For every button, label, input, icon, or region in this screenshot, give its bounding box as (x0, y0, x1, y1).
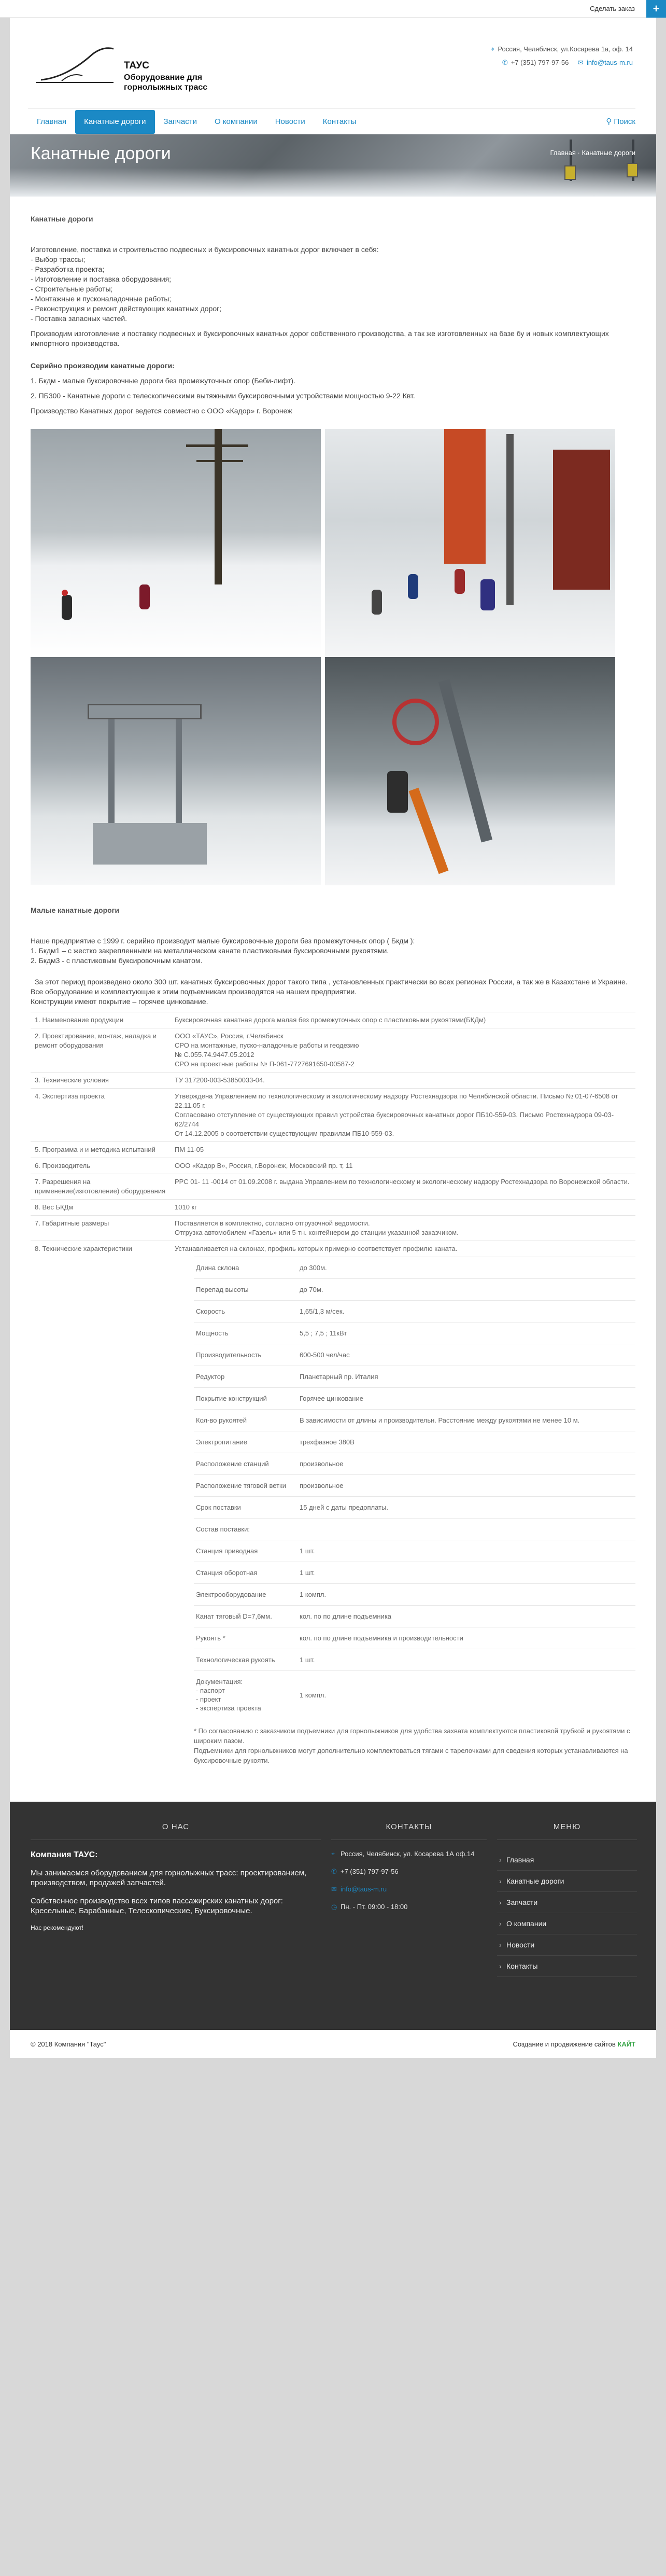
tech-key: Перепад высоты (194, 1279, 297, 1301)
tech-key: Станция оборотная (194, 1562, 297, 1584)
tech-row (194, 1301, 635, 1322)
spec-key: 8. Вес БКДм (31, 1200, 171, 1216)
logo-subtitle: Оборудование для горнолыжных трасс (124, 73, 208, 92)
spec-key: 1. Наименование продукции (31, 1012, 171, 1028)
main-nav (28, 108, 635, 134)
footer-contacts-heading: КОНТАКТЫ (331, 1822, 487, 1840)
tech-value: 15 дней с даты предоплаты. (297, 1497, 635, 1519)
footer-about-text: Собственное производство всех типов пассажирских канатных дорог: Кресельные, Барабанные, Телескопические, Буксировочные. (31, 1897, 283, 1915)
tech-value (297, 1519, 635, 1540)
footer-about (31, 1822, 321, 1931)
header-contacts (491, 43, 633, 69)
spec-value: 1010 кг (171, 1200, 635, 1216)
photo-drive-station[interactable] (31, 657, 321, 885)
spec-row (31, 1142, 635, 1158)
map-marker-icon: ⌖ (331, 1850, 335, 1858)
logo[interactable] (31, 44, 238, 95)
tech-value: 600-500 чел/час (297, 1344, 635, 1366)
header-phone[interactable]: +7 (351) 797-97-56 (511, 59, 569, 66)
spec-key: 4. Экспертиза проекта (31, 1089, 171, 1142)
plus-icon[interactable]: + (646, 0, 666, 18)
spec-row (31, 1158, 635, 1174)
nav-item-contacts[interactable]: Контакты (322, 117, 357, 126)
tech-row (194, 1431, 635, 1453)
spec-value: ООО «Кадор В», Россия, г.Воронеж, Московский пр. т, 11 (171, 1158, 635, 1174)
spec-key: 8. Технические характеристики (31, 1241, 171, 1257)
footer-address: Россия, Челябинск, ул. Косарева 1А оф.14 (341, 1850, 475, 1858)
serial-item: 1. Бкдм - малые буксировочные дороги без промежуточных опор (Беби-лифт). (31, 377, 295, 385)
footer-menu (497, 1822, 637, 1977)
map-marker-icon: ⌖ (491, 45, 495, 53)
footer-about-text: Мы занимаемся оборудованием для горнолыжных трасс: проектированием, производством, продажей запчастей. (31, 1869, 307, 1887)
clock-icon: ◷ (331, 1903, 337, 1911)
serial-note: Производство Канатных дорог ведется совместно с ООО «Кадор» г. Воронеж (31, 407, 292, 415)
search-button[interactable]: ⚲ Поиск (606, 117, 635, 126)
tech-value: трехфазное 380В (297, 1431, 635, 1453)
tech-key: Электропитание (194, 1431, 297, 1453)
tech-value: до 70м. (297, 1279, 635, 1301)
tech-value: Горячее цинкование (297, 1388, 635, 1410)
section-heading: Малые канатные дороги (31, 906, 120, 914)
section-heading: Канатные дороги (31, 215, 93, 223)
spec-value: ТУ 317200-003-53850033-04. (171, 1073, 635, 1089)
tech-row (194, 1366, 635, 1388)
tech-key: Скорость (194, 1301, 297, 1322)
footer-menu-about[interactable]: › О компании (497, 1913, 637, 1934)
tech-row (194, 1453, 635, 1475)
tech-row (194, 1257, 635, 1279)
small-paragraph: Наше предприятие с 1999 г. серийно производит малые буксировочные дороги без промежуточных опор ( Бкдм ): 1. Бкдм1 – с жестко закрепленными на металлическом канате пластиковыми буксировочными рукоятями. 2. Бкдм3 - с пластиковым буксировочным канатом. (31, 937, 415, 965)
intro-paragraph: Изготовление, поставка и строительство подвесных и буксировочных канатных дорог включает в себя: - Выбор трассы; - Разработка проекта; - Изготовление и поставка оборудования; - Строительные работы; - Монтажные и пусконаладочные работы; - Реконструкция и ремонт действующих канатных дорог; - Поставка запасных частей. (31, 245, 379, 323)
tech-row (194, 1475, 635, 1497)
spec-row (31, 1174, 635, 1200)
spec-value: ООО «ТАУС», Россия, г.Челябинск СРО на монтажные, пуско-наладочные работы и геодезию № С.055.74.9447.05.2012 СРО на проектные работы № П-061-7727691650-00587-2 (171, 1028, 635, 1073)
phone-icon: ✆ (502, 59, 508, 66)
photo-lift-queue[interactable] (325, 429, 615, 657)
tech-row (194, 1519, 635, 1540)
logo-skier-icon (31, 44, 119, 90)
logo-word: ТАУС (124, 60, 149, 71)
nav-item-parts[interactable]: Запчасти (163, 117, 197, 126)
spec-value: Поставляется в комплектно, согласно отгрузочной ведомости. Отгрузка автомобилем «Газель» или 5-тн. контейнером до станции указанной заказчиком. (171, 1216, 635, 1241)
spec-row (31, 1012, 635, 1028)
tech-key: Электрооборудование (194, 1584, 297, 1606)
tech-row (194, 1606, 635, 1627)
photo-gallery (31, 429, 635, 885)
spec-key: 7. Разрешения на применение(изготовление) оборудования (31, 1174, 171, 1200)
tech-key: Технологическая рукоять (194, 1649, 297, 1671)
nav-item-news[interactable]: Новости (275, 117, 305, 126)
spec-row (31, 1241, 635, 1257)
spec-key: 5. Программа и и методика испытаний (31, 1142, 171, 1158)
serial-item: 2. ПБ300 - Канатные дороги с телескопическими вытяжными буксировочными устройствами мощностью 9-22 Квт. (31, 392, 415, 400)
footer-phone[interactable]: +7 (351) 797-97-56 (341, 1868, 399, 1875)
tech-row (194, 1497, 635, 1519)
tech-key: Расположение тяговой ветки (194, 1475, 297, 1497)
lift-chair (627, 163, 638, 177)
tech-row (194, 1649, 635, 1671)
copyright: © 2018 Компания "Таус" (31, 2040, 106, 2048)
production-paragraph: Производим изготовление и поставку подвесных и буксировочных канатных дорог собственного производства, а так же изготовленных на базе бу и новых комплектующих импортного производства. (31, 329, 609, 347)
header (10, 18, 656, 126)
footer-menu-parts[interactable]: › Запчасти (497, 1892, 637, 1913)
tech-value: 1 шт. (297, 1649, 635, 1671)
tech-row (194, 1671, 635, 1719)
footnote: * По согласованию с заказчиком подъемники для горнолыжников для удобства захвата комплектуются пластиковой трубкой и рукоятями с широким пазом. Подъемники для горнолыжников могут дополнительно комплектоваться тягами с тарелочками для сведения которых устанавливаются на буксировочные рукояти. (194, 1727, 630, 1764)
mail-icon: ✉ (578, 59, 584, 66)
spec-key: 2. Проектирование, монтаж, наладка и ремонт оборудования (31, 1028, 171, 1073)
page-banner (10, 134, 656, 197)
spec-row (31, 1216, 635, 1241)
serial-heading: Серийно производим канатные дороги: (31, 361, 175, 370)
tech-key: Станция приводная (194, 1540, 297, 1562)
phone-icon: ✆ (331, 1868, 337, 1875)
photo-tow-lift[interactable] (325, 657, 615, 885)
tech-key: Состав поставки: (194, 1519, 297, 1540)
spec-row (31, 1028, 635, 1073)
bottom-bar (10, 2030, 656, 2058)
footer-menu-heading: МЕНЮ (497, 1822, 637, 1840)
tech-row (194, 1584, 635, 1606)
header-email[interactable]: info@taus-m.ru (586, 59, 633, 66)
footer-email[interactable]: info@taus-m.ru (341, 1885, 387, 1893)
footer-about-heading: О НАС (31, 1822, 321, 1840)
small-paragraph: За этот период произведено около 300 шт. канатных буксировочных дорог такого типа , установленных практически во всех регионах России, а так же в Казахстане и Украине. Все оборудование и комплектующие к этим подъемникам производятся на нашем предприятии. Конструкции имеют покрытие – горячее цинкование. (31, 978, 628, 1006)
spec-value: Устанавливается на склонах, профиль которых примерно соответствует профилю каната. (171, 1241, 635, 1257)
nav-item-about[interactable]: О компании (214, 117, 258, 126)
tech-row (194, 1627, 635, 1649)
mail-icon: ✉ (331, 1885, 337, 1893)
site-credit[interactable]: Создание и продвижение сайтов КАЙТ (513, 2040, 635, 2048)
tech-row (194, 1410, 635, 1431)
tech-key: Производительность (194, 1344, 297, 1366)
search-icon: ⚲ (606, 117, 614, 126)
footer-hours: Пн. - Пт. 09:00 - 18:00 (341, 1903, 408, 1911)
footer-menu-home[interactable]: › Главная (497, 1849, 637, 1871)
nav-item-home[interactable]: Главная (37, 117, 67, 126)
tech-key: Документация: - паспорт - проект - экспертиза проекта (194, 1671, 297, 1719)
tech-value: 1 шт. (297, 1540, 635, 1562)
footer-contacts (331, 1822, 487, 1920)
spec-key: 7. Габаритные размеры (31, 1216, 171, 1241)
tech-key: Кол-во рукоятей (194, 1410, 297, 1431)
tech-row (194, 1388, 635, 1410)
page (10, 18, 656, 2058)
tech-value: кол. по по длине подъемника и производительности (297, 1627, 635, 1649)
breadcrumb[interactable]: Главная · Канатные дороги (550, 149, 635, 157)
tech-row (194, 1322, 635, 1344)
tech-value: 5,5 ; 7,5 ; 11кВт (297, 1322, 635, 1344)
spec-key: 3. Технические условия (31, 1073, 171, 1089)
tech-value: 1 шт. (297, 1562, 635, 1584)
footer (10, 1802, 656, 2030)
tech-value: до 300м. (297, 1257, 635, 1279)
footer-company: Компания ТАУС: (31, 1850, 98, 1859)
footer-recommend: Нас рекомендуют! (31, 1924, 84, 1931)
footer-menu-ropeways[interactable]: › Канатные дороги (497, 1871, 637, 1892)
spec-row (31, 1200, 635, 1216)
tech-key: Канат тяговый D=7,6мм. (194, 1606, 297, 1627)
tech-key: Редуктор (194, 1366, 297, 1388)
tech-value: 1 компл. (297, 1584, 635, 1606)
footer-menu-contacts[interactable]: › Контакты (497, 1956, 637, 1977)
tech-value: произвольное (297, 1453, 635, 1475)
lift-chair (564, 165, 576, 180)
tech-value: В зависимости от длины и производительн. Расстояние между рукоятями не менее 10 м. (297, 1410, 635, 1431)
tech-key: Срок поставки (194, 1497, 297, 1519)
top-bar (0, 0, 666, 18)
spec-value: ПМ 11-05 (171, 1142, 635, 1158)
tech-value: 1 компл. (297, 1671, 635, 1719)
spec-table (31, 1012, 635, 1257)
tech-row (194, 1562, 635, 1584)
spec-value: Утверждена Управлением по технологическому и экологическому надзору Ростехнадзора по Челябинской области. Письмо № 01-07-6508 от 22.11.05 г. Согласовано отступление от существующих правил устройства буксировочных канатных дорог ПБ10-559-03. Письмо Ростехнадзора 09-03-62/2744 От 14.12.2005 о соответствии существующим правилам ПБ10-559-03. (171, 1089, 635, 1142)
order-link[interactable]: Сделать заказ (590, 5, 635, 12)
tech-key: Длина склона (194, 1257, 297, 1279)
spec-row (31, 1073, 635, 1089)
main-content (10, 197, 656, 1781)
tech-key: Расположение станций (194, 1453, 297, 1475)
tech-row (194, 1344, 635, 1366)
photo-ski-slope[interactable] (31, 429, 321, 657)
tech-value: Планетарный пр. Италия (297, 1366, 635, 1388)
tech-row (194, 1279, 635, 1301)
spec-value: РРС 01- 11 -0014 от 01.09.2008 г. выдана Управлением по технологическому и экологическому надзору Ростехнадзора по Воронежской области. (171, 1174, 635, 1200)
tech-table (194, 1257, 635, 1719)
header-address: Россия, Челябинск, ул.Косарева 1а, оф. 14 (498, 45, 633, 53)
tech-key: Мощность (194, 1322, 297, 1344)
tech-value: произвольное (297, 1475, 635, 1497)
spec-key: 6. Производитель (31, 1158, 171, 1174)
spec-value: Буксировочная канатная дорога малая без промежуточных опор с пластиковыми рукоятями(БКДм) (171, 1012, 635, 1028)
tech-value: 1,65/1,3 м/сек. (297, 1301, 635, 1322)
tech-value: кол. по по длине подъемника (297, 1606, 635, 1627)
spec-row (31, 1089, 635, 1142)
tech-row (194, 1540, 635, 1562)
footer-menu-news[interactable]: › Новости (497, 1934, 637, 1956)
tech-key: Покрытие конструкций (194, 1388, 297, 1410)
nav-item-ropeways[interactable]: Канатные дороги (75, 110, 154, 134)
tech-key: Рукоять * (194, 1627, 297, 1649)
page-title: Канатные дороги (31, 144, 171, 163)
